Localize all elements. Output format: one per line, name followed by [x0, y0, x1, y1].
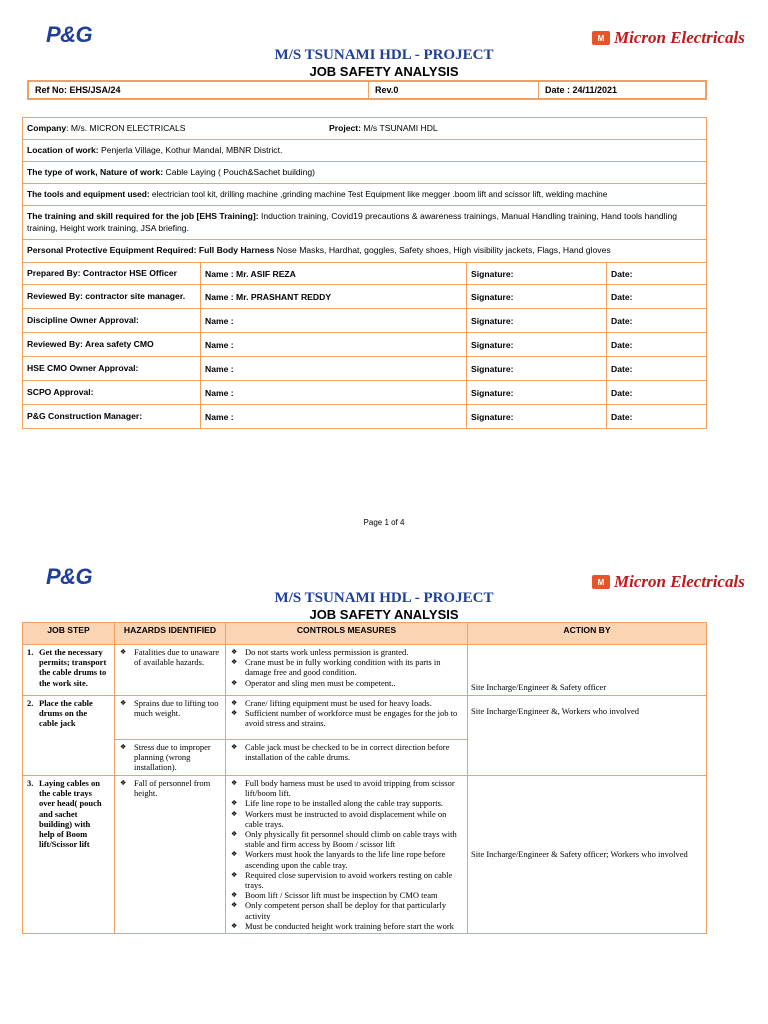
page-title: M/S TSUNAMI HDL - PROJECT	[274, 47, 494, 63]
signoff-row	[23, 263, 707, 285]
header-job-step: JOB STEP	[23, 623, 115, 645]
ref-no: Ref No: EHS/JSA/24	[29, 82, 369, 98]
step-number: 1.	[27, 647, 34, 657]
signoff-signature: Signature:	[467, 333, 607, 357]
location-label: Location of work:	[27, 145, 99, 155]
company-row	[23, 118, 706, 140]
jsa-header-row	[23, 623, 707, 645]
signoff-role: SCPO Approval:	[23, 381, 201, 405]
hazard-cell	[115, 776, 226, 934]
control-item: ❖ Only physically fit personnel should climb on cable trays with stable and firm access by Boom / scissor lift	[229, 829, 464, 849]
hazard-cell	[115, 740, 226, 776]
job-step	[23, 645, 115, 696]
signoff-role: Reviewed By: contractor site manager.	[23, 285, 201, 309]
signoff-role: P&G Construction Manager:	[23, 405, 201, 429]
signoff-role: HSE CMO Owner Approval:	[23, 357, 201, 381]
ref-bar	[27, 80, 707, 100]
job-info-block	[22, 117, 707, 263]
training-value: Induction training, Covid19 precautions & awareness trainings, Manual Handling training, Hand tools handling training, Height work training, JSA briefing.	[27, 211, 678, 233]
signoff-date: Date:	[607, 357, 707, 381]
step-text: Laying cables on the cable trays over head( pouch and sachet building) with help of Boom lift/Scissor lift	[39, 778, 102, 850]
signoff-table	[22, 262, 707, 429]
signoff-signature: Signature:	[467, 405, 607, 429]
signoff-signature: Signature:	[467, 357, 607, 381]
signoff-role: Reviewed By: Area safety CMO	[23, 333, 201, 357]
training-label: The training and skill required for the job [EHS Training]:	[27, 211, 259, 221]
action-by: Site Incharge/Engineer & Safety officer; Workers who involved	[468, 776, 707, 934]
project-label: Project:	[329, 123, 361, 133]
signoff-signature: Signature:	[467, 263, 607, 285]
ppe-label: Personal Protective Equipment Required: Full Body Harness	[27, 245, 275, 255]
control-item: ❖ Cable jack must be checked to be in correct direction before installation of the cable drums.	[229, 742, 464, 762]
controls-cell	[226, 696, 468, 740]
hazard-cell	[115, 696, 226, 740]
signoff-row	[23, 333, 707, 357]
training-row	[23, 206, 706, 240]
control-item: ❖ Do not starts work unless permission is granted.	[229, 647, 464, 657]
page-subtitle: JOB SAFETY ANALYSIS	[309, 607, 459, 622]
micron-logo-icon: M	[592, 575, 610, 589]
signoff-date: Date:	[607, 381, 707, 405]
pg-logo: P&G	[46, 564, 93, 589]
job-step	[23, 776, 115, 934]
signoff-name: Name :	[201, 309, 467, 333]
step-text: Get the necessary permits; transport the cable drums to the work site.	[39, 647, 107, 688]
control-item: ❖ Crane/ lifting equipment must be used for heavy loads.	[229, 698, 464, 708]
jsa-table	[22, 622, 707, 934]
tools-row	[23, 184, 706, 206]
ppe-value: Nose Masks, Hardhat, goggles, Safety shoes, High visibility jackets, Flags, Hand gloves	[274, 245, 611, 255]
signoff-role: Prepared By: Contractor HSE Officer	[23, 263, 201, 285]
controls-cell	[226, 645, 468, 696]
micron-logo-text: Micron Electricals	[614, 28, 745, 47]
job-step	[23, 696, 115, 776]
control-item: ❖ Required close supervision to avoid workers resting on cable trays.	[229, 870, 464, 890]
revision: Rev.0	[369, 82, 539, 98]
hazard-item: ❖ Sprains due to lifting too much weight.	[118, 698, 222, 718]
tools-label: The tools and equipment used:	[27, 189, 150, 199]
signoff-name: Name :	[201, 333, 467, 357]
control-item: ❖ Sufficient number of workforce must be engages for the job to avoid stress and strains.	[229, 708, 464, 728]
control-item: ❖ Crane must be in fully working condition with its parts in damage free and good condition.	[229, 657, 464, 677]
signoff-signature: Signature:	[467, 309, 607, 333]
company-label: Company	[27, 123, 67, 133]
control-item: ❖ Full body harness must be used to avoid tripping from scissor lift/boom lift.	[229, 778, 464, 798]
page-title: M/S TSUNAMI HDL - PROJECT	[274, 590, 494, 606]
signoff-signature: Signature:	[467, 381, 607, 405]
signoff-name: Name :	[201, 357, 467, 381]
micron-logo-text: Micron Electricals	[614, 572, 745, 591]
nature-label: The type of work, Nature of work:	[27, 167, 164, 177]
control-item: ❖ Must be conducted height work training before start the work	[229, 921, 464, 931]
doc-date: Date : 24/11/2021	[545, 85, 618, 95]
signoff-row	[23, 357, 707, 381]
hazard-item: ❖ Fall of personnel from height.	[118, 778, 222, 798]
tools-value: electrician tool kit, drilling machine ,grinding machine Test Equipment like megger .boom lift and scissor lift, welding machine	[149, 189, 608, 199]
jsa-row-step-1	[23, 645, 707, 696]
control-item: ❖ Workers must be instructed to avoid displacement while on cable trays.	[229, 809, 464, 829]
header-action-by: ACTION BY	[468, 623, 707, 645]
step-number: 3.	[27, 778, 34, 788]
hazard-item: ❖ Stress due to improper planning (wrong installation).	[118, 742, 222, 773]
header-hazards: HAZARDS IDENTIFIED	[115, 623, 226, 645]
action-by: Site Incharge/Engineer & Safety officer	[468, 645, 707, 696]
jsa-row-step-3	[23, 776, 707, 934]
project-value: M/s TSUNAMI HDL	[361, 123, 438, 133]
hazard-item: ❖ Fatalities due to unaware of available hazards.	[118, 647, 222, 667]
micron-logo	[592, 30, 745, 46]
action-by: Site Incharge/Engineer &, Workers who involved	[468, 696, 707, 776]
signoff-date: Date:	[607, 333, 707, 357]
signoff-date: Date:	[607, 285, 707, 309]
jsa-row-step-2	[23, 696, 707, 740]
header-controls: CONTROLS MEASURES	[226, 623, 468, 645]
signoff-row	[23, 285, 707, 309]
micron-logo-icon: M	[592, 31, 610, 45]
signoff-date: Date:	[607, 263, 707, 285]
micron-logo	[592, 574, 745, 590]
control-item: ❖ Operator and sling men must be competent..	[229, 678, 464, 688]
location-row	[23, 140, 706, 162]
nature-row	[23, 162, 706, 184]
signoff-row	[23, 381, 707, 405]
control-item: ❖ Life line rope to be installed along the cable tray supports.	[229, 798, 464, 808]
signoff-name: Name :	[201, 405, 467, 429]
controls-cell	[226, 776, 468, 934]
step-text: Place the cable drums on the cable jack	[39, 698, 93, 729]
signoff-date: Date:	[607, 309, 707, 333]
signoff-row	[23, 309, 707, 333]
signoff-name: Name : Mr. PRASHANT REDDY	[201, 285, 467, 309]
controls-cell	[226, 740, 468, 776]
signoff-role: Discipline Owner Approval:	[23, 309, 201, 333]
signoff-row	[23, 405, 707, 429]
company-value: : M/s. MICRON ELECTRICALS	[66, 123, 186, 133]
signoff-name: Name : Mr. ASIF REZA	[201, 263, 467, 285]
nature-value: Cable Laying ( Pouch&Sachet building)	[163, 167, 316, 177]
signoff-date: Date:	[607, 405, 707, 429]
page-footer: Page 1 of 4	[363, 518, 405, 527]
pg-logo: P&G	[46, 22, 93, 47]
step-number: 2.	[27, 698, 34, 708]
control-item: ❖ Boom lift / Scissor lift must be inspection by CMO team	[229, 890, 464, 900]
hazard-cell	[115, 645, 226, 696]
page-subtitle: JOB SAFETY ANALYSIS	[309, 64, 459, 79]
signoff-signature: Signature:	[467, 285, 607, 309]
signoff-name: Name :	[201, 381, 467, 405]
control-item: ❖ Workers must hook the lanyards to the life line rope before ascending upon the cable tray.	[229, 849, 464, 869]
location-value: Penjerla Village, Kothur Mandal, MBNR District.	[98, 145, 283, 155]
ppe-row	[23, 240, 706, 262]
control-item: ❖ Only competent person shall be deploy for that particularly activity	[229, 900, 464, 920]
